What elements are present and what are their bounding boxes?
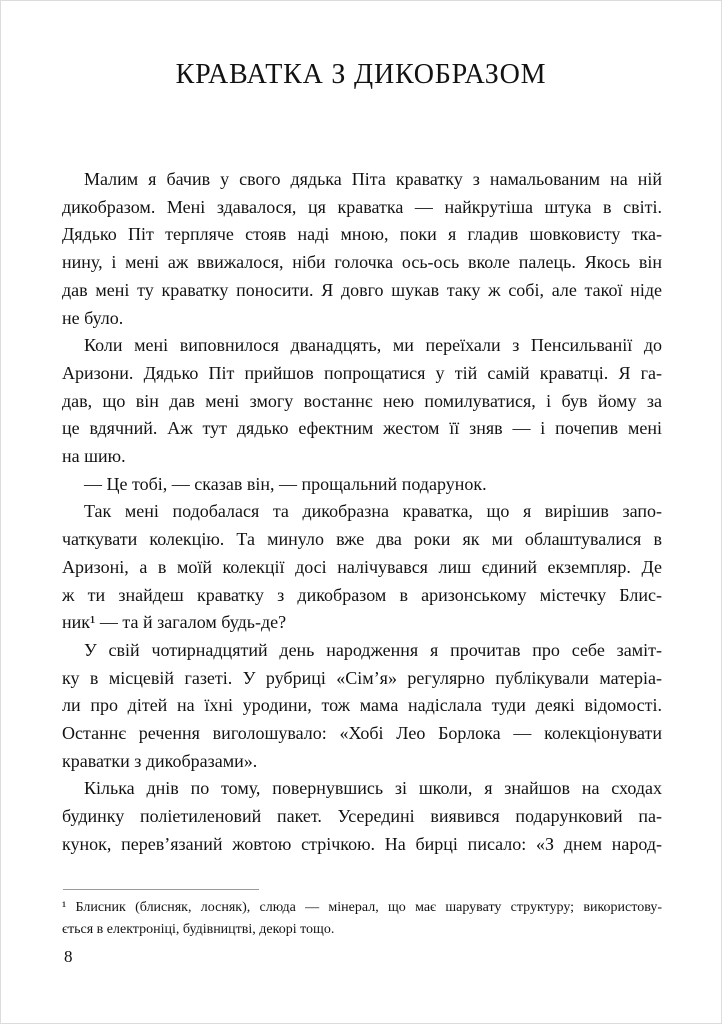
text-line: Дядько Піт терпляче стояв наді мною, поки я гладив шовковисту тка- xyxy=(62,224,662,245)
text-line: Аризони. Дядько Піт прийшов попрощатися у тій самій краватці. Я га- xyxy=(62,362,662,383)
text-line: Коли мені виповнилося дванадцять, ми переїхали з Пенсильванії до xyxy=(84,335,662,356)
text-line: кунок, перев’язаний жовтою стрічкою. На бирці писало: «З днем народ- xyxy=(62,833,662,854)
paragraph-dialogue xyxy=(62,471,662,499)
body-text xyxy=(62,166,662,859)
text-line: на шию. xyxy=(62,446,126,467)
text-line: Малим я бачив у свого дядька Піта краватку з намальованим на ній xyxy=(84,169,662,189)
paragraph xyxy=(62,498,662,637)
text-line: ється в електроніці, будівництві, декорі тощо. xyxy=(62,921,335,937)
text-line: ку в місцевій газеті. У рубриці «Сім’я» регулярно публікували матеріа- xyxy=(62,667,662,688)
text-line: будинку поліетиленовий пакет. Усередині виявився подарунковий па- xyxy=(62,806,662,827)
paragraph xyxy=(62,637,662,776)
text-line: У свій чотирнадцятий день народження я прочитав про себе заміт- xyxy=(84,639,662,660)
text-line: дикобразом. Мені здавалося, ця краватка — найкрутіша штука в світі. xyxy=(62,196,662,217)
text-line: — Це тобі, — сказав він, — прощальний подарунок. xyxy=(84,473,487,494)
text-line: нину, і мені аж ввижалося, ніби голочка ось-ось вколе палець. Якось він xyxy=(62,252,662,273)
text-line: ник¹ — та й загалом будь-де? xyxy=(62,612,287,633)
paragraph xyxy=(62,332,662,471)
text-line: дав, що він дав мені змогу востаннє нею помилуватися, і був йому за xyxy=(62,390,662,411)
text-line: не було. xyxy=(62,307,124,328)
text-line: Останнє речення виголошувало: «Хобі Лео Борлока — колекціонувати xyxy=(62,723,662,744)
text-line: це вдячний. Аж тут дядько ефектним жестом її зняв — і почепив мені xyxy=(62,418,662,439)
text-line: краватки з дикобразами». xyxy=(62,750,258,771)
text-line: Кілька днів по тому, повернувшись зі школи, я знайшов на сходах xyxy=(84,778,662,799)
text-line: ли про дітей на їхні уродини, тож мама надіслала туди деякі відомості. xyxy=(62,695,662,716)
text-line: чаткувати колекцію. Та минуло вже два роки як ми облаштувалися в xyxy=(62,529,662,550)
footnote-divider xyxy=(63,889,259,890)
text-line: Так мені подобалася та дикобразна краватка, що я вирішив запо- xyxy=(84,501,662,522)
text-line: ж ти знайдеш краватку з дикобразом в аризонському містечку Блис- xyxy=(62,584,662,605)
footnote xyxy=(62,897,662,940)
page-number: 8 xyxy=(64,947,73,966)
paragraph xyxy=(62,775,662,858)
chapter-title: КРАВАТКА З ДИКОБРАЗОМ xyxy=(175,59,547,90)
paragraph xyxy=(62,166,662,332)
text-line: ¹ Блисник (блисняк, лосняк), слюда — мінерал, що має шарувату структуру; використову- xyxy=(62,900,662,915)
text-line: Аризоні, а в моїй колекції досі налічувався лиш єдиний екземпляр. Де xyxy=(62,556,662,577)
text-line: дав мені ту краватку поносити. Я довго шукав таку ж собі, але такої ніде xyxy=(62,279,662,300)
